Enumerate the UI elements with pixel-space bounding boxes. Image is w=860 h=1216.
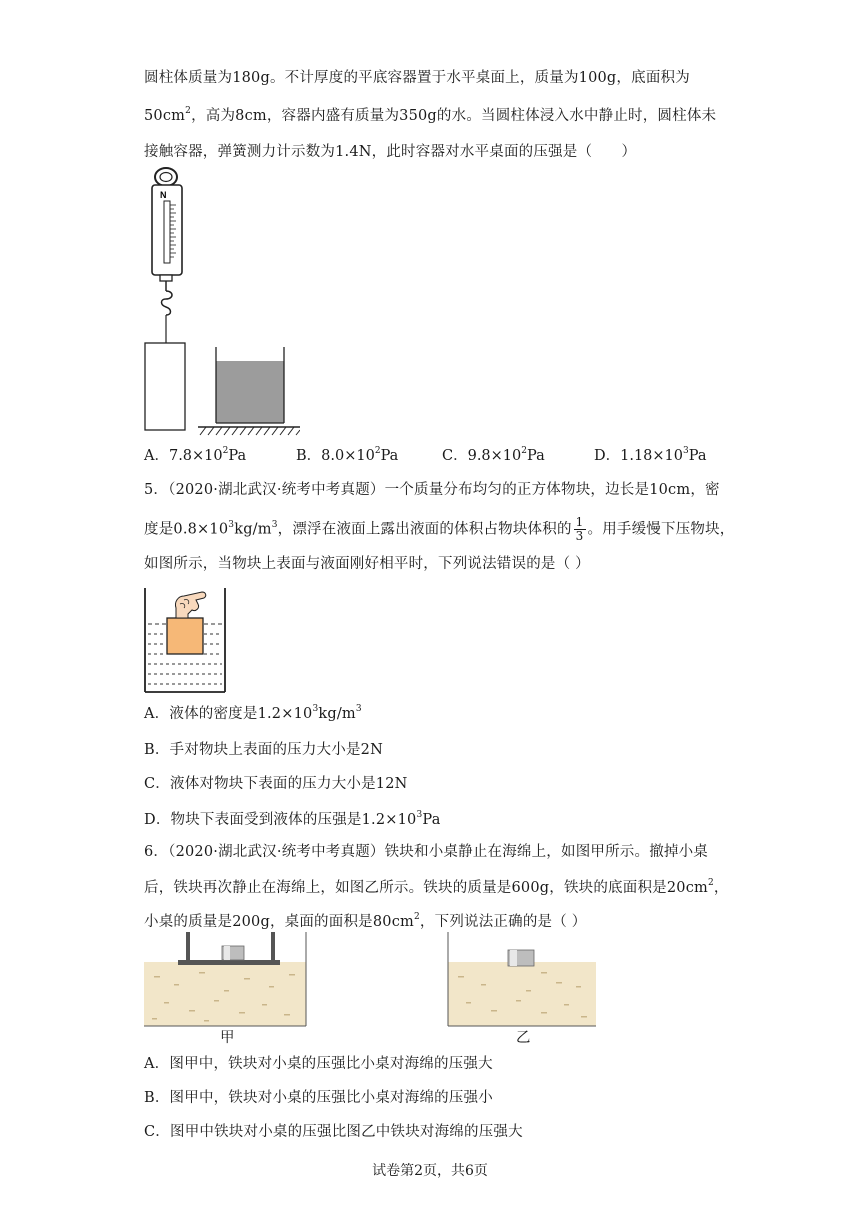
- q4-option-c-text: C．9.8×10: [442, 448, 522, 464]
- q6-figure-left: [144, 932, 310, 1028]
- q5-fraction: [574, 516, 586, 543]
- q5-line-2: [144, 516, 735, 543]
- page-footer: 试卷第2页，共6页: [372, 1163, 488, 1179]
- q4-option-a-unit: Pa: [228, 448, 247, 464]
- q6-line-1: 6．（2020·湖北武汉·统考中考真题）铁块和小桌静止在海绵上，如图甲所示。撤掉小桌: [144, 844, 708, 860]
- q5-line-2-c: ，漂浮在液面上露出液面的体积占物块体积的: [277, 521, 572, 538]
- q6-option-a: A．图甲中，铁块对小桌的压强比小桌对海绵的压强大: [144, 1056, 493, 1072]
- q6-line-2-a: 后，铁块再次静止在海绵上，如图乙所示。铁块的质量是600g，铁块的底面积是20cm: [144, 880, 708, 896]
- q6-line-3: [144, 912, 586, 932]
- q4-option-d-text: D．1.18×10: [594, 448, 684, 464]
- q4-line-2-a: 50cm: [144, 108, 186, 124]
- q6-figure-right: [446, 932, 598, 1028]
- q4-option-a: [144, 446, 246, 466]
- q5-line-3: 如图所示，当物块上表面与液面刚好相平时，下列说法错误的是（ ）: [144, 556, 590, 572]
- q5-fraction-den: 3: [575, 529, 584, 543]
- q6-line-3-b: ，下列说法正确的是（ ）: [419, 914, 587, 930]
- q5-option-c: C．液体对物块下表面的压力大小是12N: [144, 776, 408, 792]
- q5-line-2-exp2: 3: [271, 519, 278, 530]
- q4-option-a-text: A．7.8×10: [144, 448, 223, 464]
- q6-figure-right-label: 乙: [516, 1030, 531, 1046]
- q6-line-2-b: ，: [713, 880, 729, 896]
- q4-line-1: 圆柱体质量为180g。不计厚度的平底容器置于水平桌面上，质量为100g，底面积为: [144, 70, 690, 86]
- q5-option-d-unit: Pa: [422, 812, 441, 828]
- q4-option-a-exp: 2: [222, 446, 229, 457]
- q4-option-b-text: B．8.0×10: [296, 448, 375, 464]
- q5-option-a: [144, 704, 362, 724]
- q4-option-b-unit: Pa: [380, 448, 399, 464]
- q5-figure: [140, 584, 230, 696]
- scale-n-label: N: [160, 190, 167, 200]
- q5-option-a-text: A．液体的密度是1.2×10: [144, 706, 313, 722]
- q5-option-a-unit: kg/m: [318, 706, 356, 722]
- q4-line-3: 接触容器，弹簧测力计示数为1.4N，此时容器对水平桌面的压强是（ ）: [144, 144, 637, 160]
- q5-option-a-exp2: 3: [355, 704, 362, 715]
- q5-line-2-b: kg/m: [234, 521, 272, 538]
- q6-line-2-exp: 2: [707, 878, 714, 889]
- q5-option-b: B．手对物块上表面的压力大小是2N: [144, 742, 383, 758]
- q4-option-c: [442, 446, 545, 466]
- q4-option-d-unit: Pa: [688, 448, 707, 464]
- q5-line-2-d: 。用手缓慢下压物块，: [587, 521, 735, 538]
- q4-option-d-exp: 3: [683, 446, 689, 457]
- q4-option-c-exp: 2: [521, 446, 527, 457]
- q6-option-b: B．图甲中，铁块对小桌的压强比小桌对海绵的压强小: [144, 1090, 493, 1106]
- q4-option-b-exp: 2: [374, 446, 381, 457]
- q4-figure: [140, 165, 300, 440]
- q4-option-d: [594, 446, 707, 466]
- q5-line-2-exp: 3: [228, 519, 235, 530]
- q5-option-d-text: D．物块下表面受到液体的压强是1.2×10: [144, 812, 417, 828]
- q6-line-3-exp: 2: [413, 912, 420, 923]
- q4-option-b: [296, 446, 398, 466]
- q5-option-d: [144, 810, 441, 830]
- q6-figure-left-label: 甲: [220, 1030, 235, 1046]
- q6-line-3-a: 小桌的质量是200g，桌面的面积是80cm: [144, 914, 414, 930]
- q4-line-2: $50cm^2$，高为8cm，容器内盛有质量为350g的水。当圆柱体浸入水中静止时，圆柱体未: [144, 106, 717, 124]
- q5-line-2-a: 度是0.8×10: [144, 521, 229, 538]
- q6-line-2: [144, 878, 729, 898]
- q4-line-2-b: ，高为8cm，容器内盛有质量为350g的水。当圆柱体浸入水中静止时，圆柱体未: [191, 108, 717, 124]
- q5-line-1: 5．（2020·湖北武汉·统考中考真题）一个质量分布均匀的正方体物块，边长是10cm，密: [144, 482, 720, 498]
- q4-option-c-unit: Pa: [527, 448, 545, 464]
- q5-fraction-num: 1: [575, 515, 584, 529]
- q6-option-c: C．图甲中铁块对小桌的压强比图乙中铁块对海绵的压强大: [144, 1124, 523, 1140]
- q5-option-a-exp: 3: [312, 704, 319, 715]
- q5-option-d-exp: 3: [416, 810, 423, 821]
